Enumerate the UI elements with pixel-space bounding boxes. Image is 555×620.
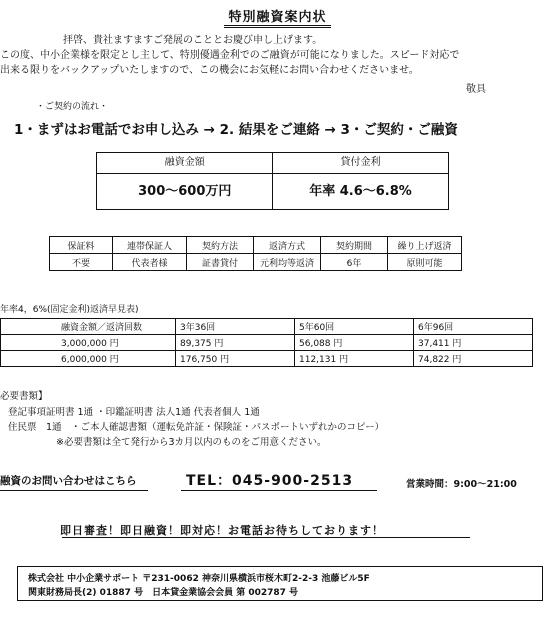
document-title: 特別融資案内状 [0,6,555,25]
terms-value-cell: 元利均等返済 [254,254,321,271]
company-address: 株式会社 中小企業サポート 〒231-0062 神奈川県横浜市桜木町2-2-3 池藤ビル5F [28,574,370,584]
docs-line-2: 住民票 1通 ・ご本人確認書類（運転免許証・保険証・パスポートいずれかのコピー） [8,422,385,433]
flow-heading: ・ご契約の流れ・ [36,102,109,112]
box-divider [272,153,273,209]
slogan: 即日審査！即日融資！即対応！お電話お待ちしております！ [60,524,384,537]
repayment-cell: 112,131 円 [295,351,414,367]
terms-header-cell: 返済方式 [254,237,321,254]
slogan-underline [62,537,470,538]
registration-number: 関東財務局長(2) 01887 号 日本貸金業協会会員 第 002787 号 [28,588,299,598]
body-line-1: この度、中小企業様を限定とし主して、特別優遇金利でのご融資が可能になりました。スピード対応で [0,50,460,61]
loan-summary-box [96,152,449,210]
terms-table [49,236,462,271]
terms-header-row [50,237,462,254]
repayment-table [0,318,533,367]
terms-value-cell: 不要 [50,254,113,271]
docs-line-1: 登記事項証明書 1通 ・印鑑証明書 法人1通 代表者個人 1通 [8,407,260,418]
docs-heading: 必要書類】 [0,391,48,402]
docs-note: ※必要書類は全て発行から3カ月以内のものをご用意ください。 [56,437,327,448]
contact-label: 融資のお問い合わせはこちら [0,475,137,487]
phone-number[interactable]: TEL：045-900-2513 [186,473,354,489]
rate-label: 貸付金利 [273,153,448,174]
repayment-row [1,335,533,351]
repayment-cell: 56,088 円 [295,335,414,351]
repayment-header-cell: 6年96回 [414,319,533,335]
repayment-cell: 3,000,000 円 [1,335,176,351]
repayment-cell: 37,411 円 [414,335,533,351]
body-line-2: 出来る限りをバックアップいたしますので、この機会にお気軽にお問い合わせくださいませ。 [0,65,419,76]
terms-value-cell: 証書貸付 [187,254,254,271]
repayment-header-cell: 3年36回 [176,319,295,335]
repayment-header-cell: 融資金額／返済回数 [1,319,176,335]
terms-header-cell: 契約期間 [321,237,388,254]
flow-steps: 1・まずはお電話でお申し込み → 2. 結果をご連絡 → 3・ご契約・ご融資 [14,122,458,138]
terms-value-row [50,254,462,271]
tel-underline [181,490,377,491]
terms-header-cell: 保証料 [50,237,113,254]
repayment-cell: 89,375 円 [176,335,295,351]
business-hours: 営業時間：9:00〜21:00 [406,479,517,490]
terms-header-cell: 契約方法 [187,237,254,254]
repayment-cell: 6,000,000 円 [1,351,176,367]
rate-value: 年率 4.6〜6.8% [309,184,412,199]
repayment-row [1,351,533,367]
terms-value-cell: 代表者様 [113,254,187,271]
closing: 敬具 [466,84,486,95]
greeting: 拝啓、貴社ますますご発展のこととお慶び申し上げます。 [63,35,323,46]
terms-value-cell: 6年 [321,254,388,271]
repayment-title: 年率4，6%(固定金利)返済早見表) [0,305,139,315]
repayment-header-cell: 5年60回 [295,319,414,335]
repayment-header-row [1,319,533,335]
amount-label: 融資金額 [97,153,273,174]
terms-header-cell: 連帯保証人 [113,237,187,254]
repayment-cell: 176,750 円 [176,351,295,367]
terms-header-cell: 繰り上げ返済 [388,237,462,254]
amount-value: 300〜600万円 [138,184,232,199]
repayment-cell: 74,822 円 [414,351,533,367]
terms-value-cell: 原則可能 [388,254,462,271]
company-footer [17,566,543,601]
contact-underline [0,490,148,491]
